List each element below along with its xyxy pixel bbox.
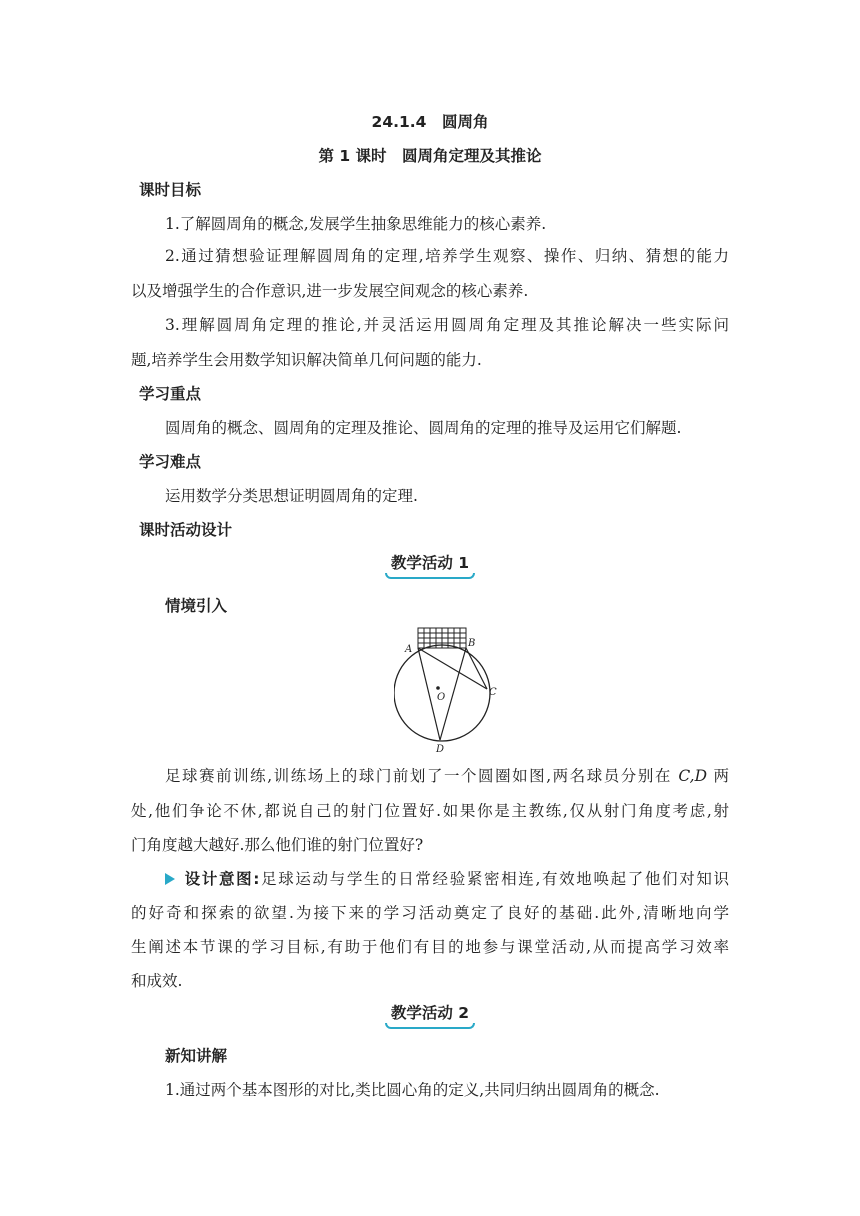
lesson-title: 第 1 课时 圆周角定理及其推论 [318,147,542,165]
label-d: D [436,744,445,754]
triangle-bullet-icon [165,873,175,885]
label-a: A [405,644,413,655]
intent-line-1 [165,869,729,889]
scenario-text-a: 足球赛前训练,训练场上的球门前划了一个圆圈如图,两名球员分别在 [165,767,679,785]
activity-2-banner [0,1002,860,1027]
key-points-heading: 学习重点 [139,385,202,403]
scenario-line-2: 处,他们争论不休,都说自己的射门位置好.如果你是主教练,仅从射门角度考虑,射 [131,802,729,820]
scenario-text-b: 两 [707,767,729,785]
intent-line-2: 的好奇和探索的欲望.为接下来的学习活动奠定了良好的基础.此外,清晰地向学 [131,904,729,922]
difficulties-text: 运用数学分类思想证明圆周角的定理. [165,487,418,505]
goal-item-3-line-2: 题,培养学生会用数学知识解决简单几何问题的能力. [131,351,482,369]
section-title: 24.1.4 圆周角 [371,113,489,131]
difficulties-heading: 学习难点 [139,453,202,471]
activity-1-banner [0,552,860,577]
activity-1-title: 教学活动 1 [385,552,475,577]
scenario-line-1 [165,766,729,786]
goal-item-2-line-1: 2.通过猜想验证理解圆周角的定理,培养学生观察、操作、归纳、猜想的能力 [165,247,729,265]
activity-2-title: 教学活动 2 [385,1002,475,1027]
goal-item-3-line-1: 3.理解圆周角定理的推论,并灵活运用圆周角定理及其推论解决一些实际问 [165,316,729,334]
key-points-text: 圆周角的概念、圆周角的定理及推论、圆周角的定理的推导及运用它们解题. [165,419,682,437]
goal-item-2-line-2: 以及增强学生的合作意识,进一步发展空间观念的核心素养. [131,282,529,300]
activity-2-subheading: 新知讲解 [165,1047,228,1065]
intent-line-4: 和成效. [131,972,183,990]
goals-heading: 课时目标 [139,181,202,199]
intent-line-3: 生阐述本节课的学习目标,有助于他们有目的地参与课堂活动,从而提高学习效率 [131,938,729,956]
design-heading: 课时活动设计 [139,521,233,539]
intent-label: 设计意图: [183,870,260,888]
label-c: C [489,687,497,698]
scenario-vars: C,D [678,767,708,785]
activity-1-subheading: 情境引入 [165,597,228,615]
goal-item-1: 1.了解圆周角的概念,发展学生抽象思维能力的核心素养. [165,215,547,233]
label-b: B [468,638,476,649]
intent-text-1: 足球运动与学生的日常经验紧密相连,有效地唤起了他们对知识 [259,870,729,888]
activity-2-item-1: 1.通过两个基本图形的对比,类比圆心角的定义,共同归纳出圆周角的概念. [165,1081,660,1099]
center-point [436,686,440,690]
soccer-goal-circle-figure [394,626,504,754]
label-o: O [437,692,446,703]
scenario-line-3: 门角度越大越好.那么他们谁的射门位置好? [131,836,424,854]
